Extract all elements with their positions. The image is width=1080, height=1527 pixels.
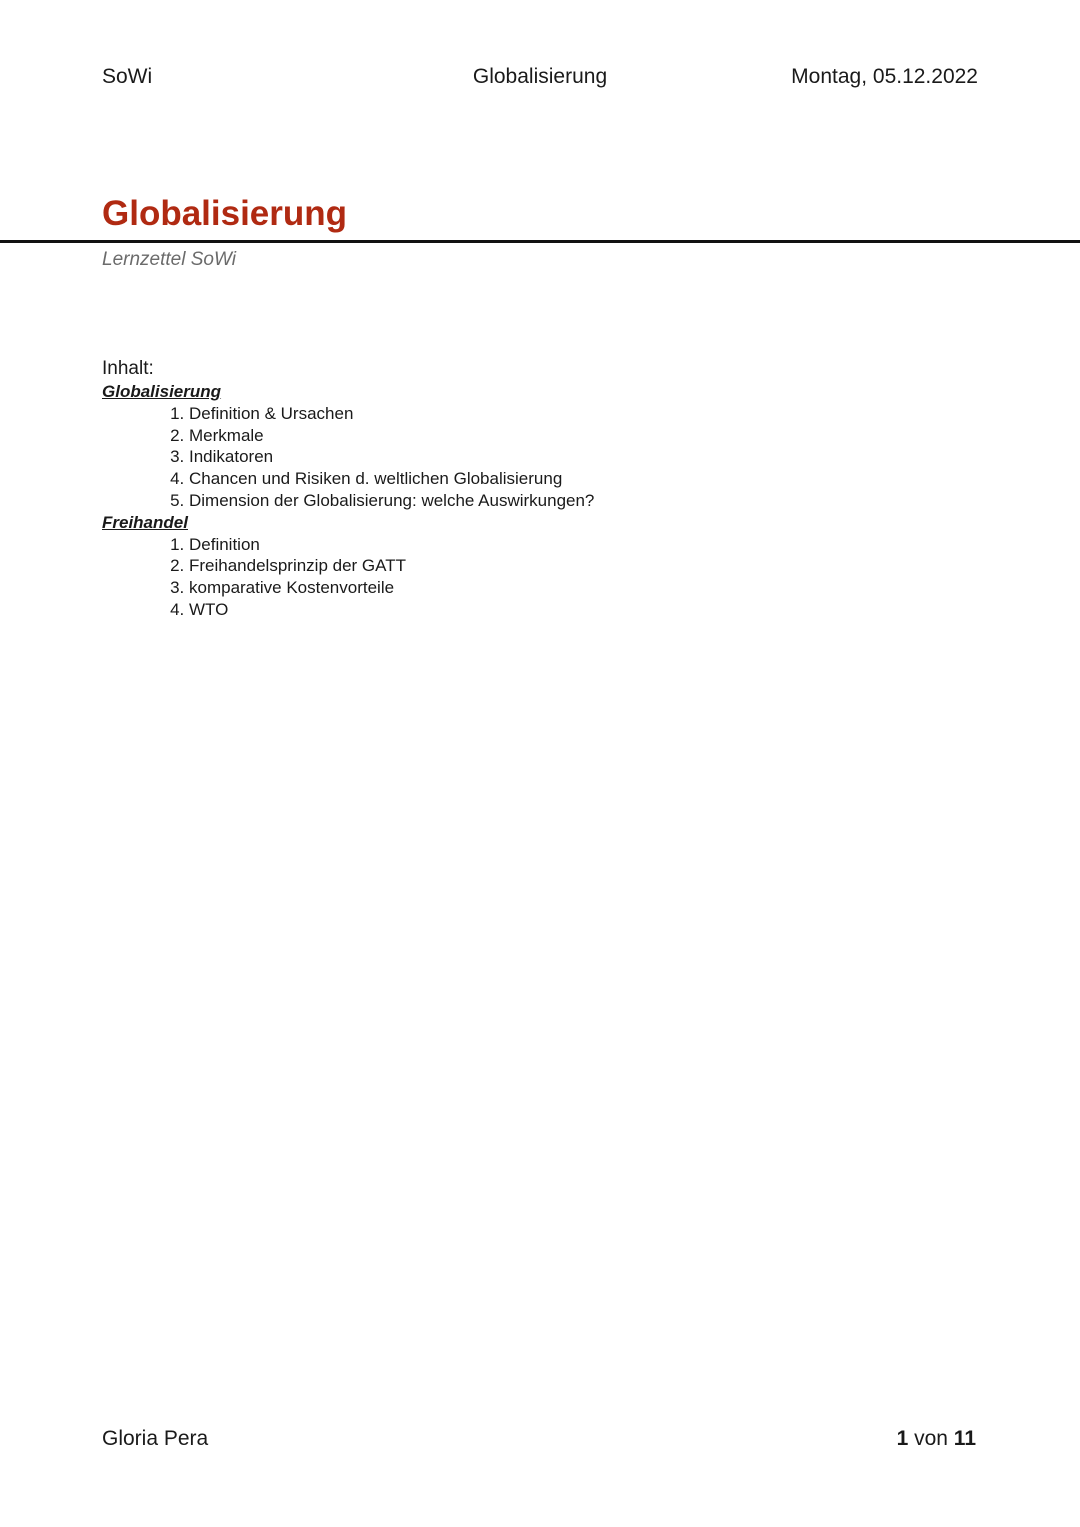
page-number (897, 1425, 976, 1453)
page-footer (102, 1425, 976, 1453)
toc-item: 1. Definition & Ursachen (189, 403, 902, 425)
document-subtitle: Lernzettel SoWi (102, 249, 236, 270)
header-subject: SoWi (102, 65, 153, 88)
document-title: Globalisierung (102, 194, 348, 233)
table-of-contents (102, 357, 902, 621)
page-current: 1 (896, 1427, 909, 1450)
toc-list-globalisierung (102, 403, 902, 512)
toc-item: 4. WTO (189, 599, 902, 621)
page-separator: von (908, 1427, 954, 1450)
page-header (102, 62, 978, 92)
header-topic: Globalisierung (472, 65, 608, 88)
footer-author: Gloria Pera (102, 1427, 209, 1450)
toc-item: 2. Merkmale (189, 425, 902, 447)
toc-label: Inhalt: (102, 358, 154, 379)
toc-section-heading-globalisierung: Globalisierung (102, 382, 222, 401)
toc-item: 1. Definition (189, 534, 902, 556)
toc-list-freihandel (102, 534, 902, 621)
toc-item: 2. Freihandelsprinzip der GATT (189, 555, 902, 577)
toc-item: 3. Indikatoren (189, 446, 902, 468)
page-total: 11 (953, 1427, 976, 1450)
toc-item: 3. komparative Kostenvorteile (189, 577, 902, 599)
title-divider (0, 240, 1080, 243)
header-date: Montag, 05.12.2022 (791, 65, 978, 88)
toc-item: 5. Dimension der Globalisierung: welche Auswirkungen? (189, 490, 902, 512)
toc-section-heading-freihandel: Freihandel (102, 512, 188, 532)
toc-item: 4. Chancen und Risiken d. weltlichen Globalisierung (189, 468, 902, 490)
